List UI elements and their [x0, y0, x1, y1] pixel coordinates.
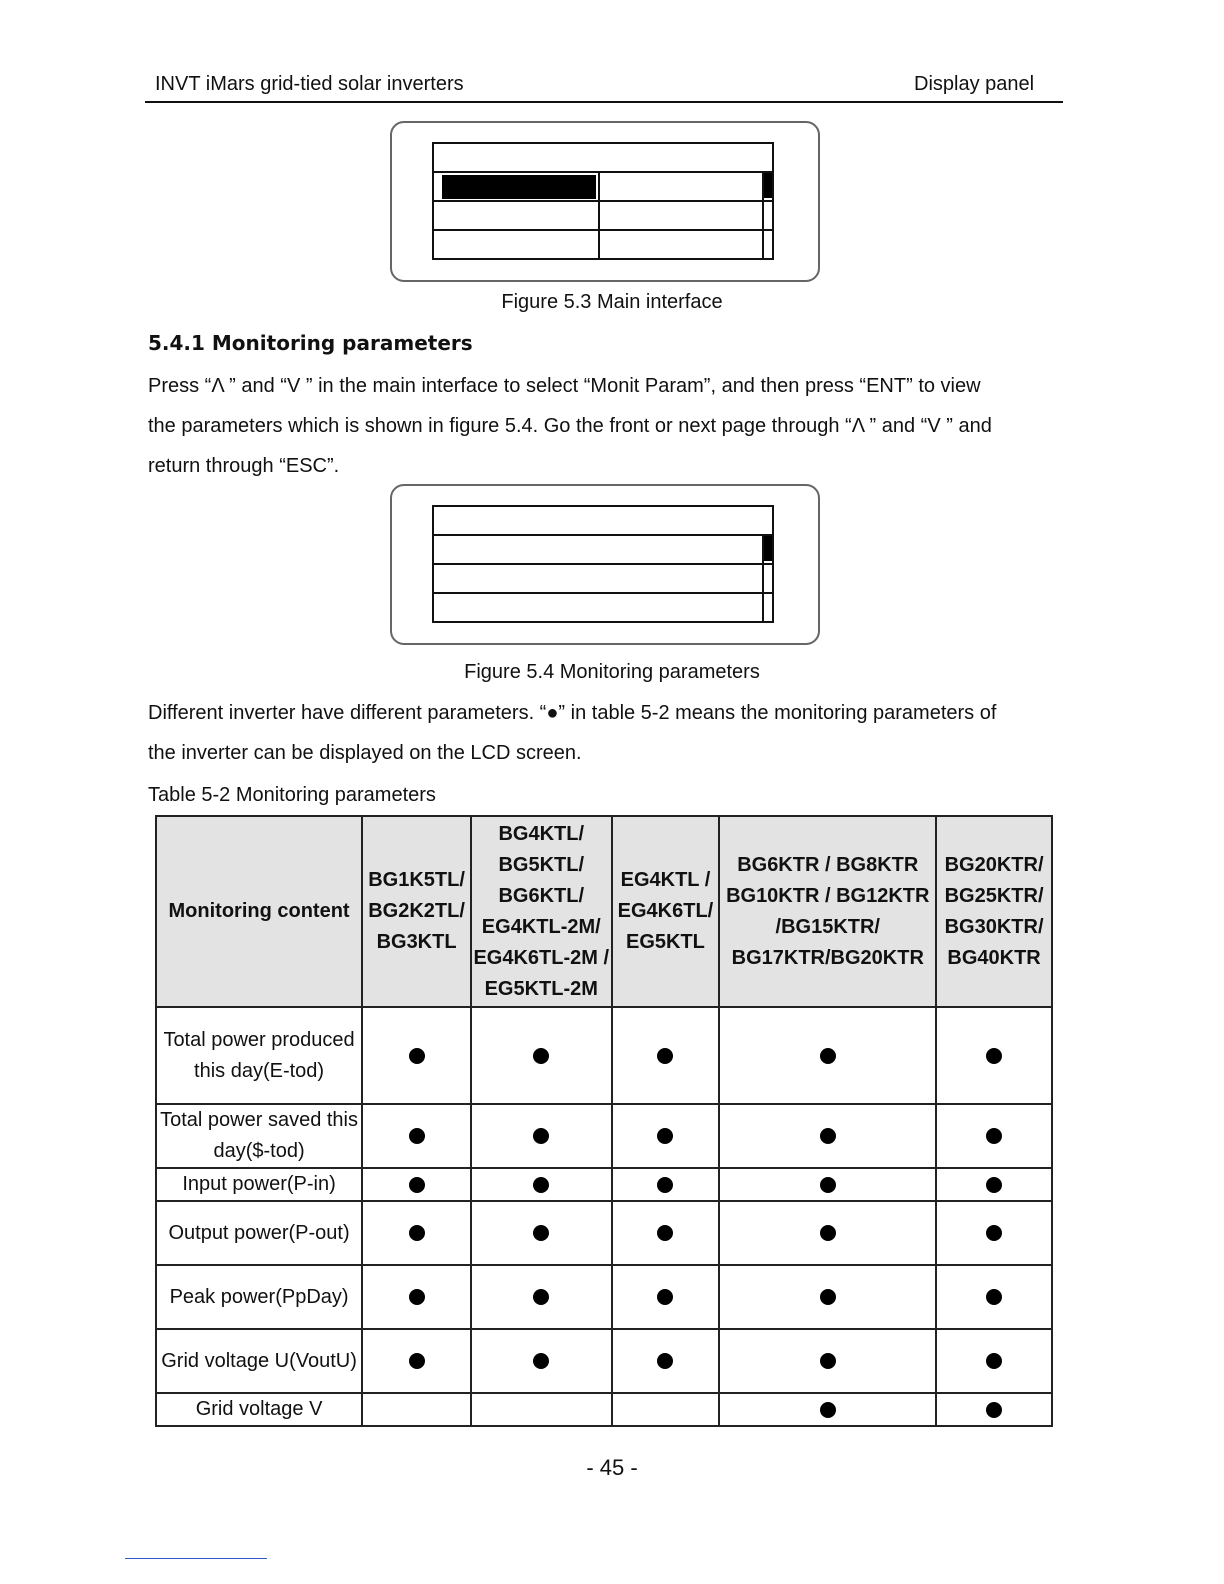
- support-cell: [936, 1265, 1052, 1329]
- supported-dot-icon: [657, 1048, 673, 1064]
- supported-dot-icon: [986, 1353, 1002, 1369]
- supported-dot-icon: [533, 1289, 549, 1305]
- supported-dot-icon: [986, 1128, 1002, 1144]
- column-header: BG1K5TL/ BG2K2TL/ BG3KTL: [362, 816, 471, 1007]
- support-cell: [362, 1201, 471, 1265]
- supported-dot-icon: [533, 1128, 549, 1144]
- support-cell: [936, 1201, 1052, 1265]
- supported-dot-icon: [986, 1289, 1002, 1305]
- supported-dot-icon: [409, 1048, 425, 1064]
- support-cell: [471, 1007, 612, 1104]
- supported-dot-icon: [657, 1128, 673, 1144]
- table-row: [156, 1007, 1052, 1104]
- column-header: EG4KTL / EG4K6TL/ EG5KTL: [612, 816, 720, 1007]
- supported-dot-icon: [533, 1177, 549, 1193]
- lcd-scrollbar-thumb: [764, 536, 772, 561]
- lcd-column-divider: [598, 171, 600, 258]
- paragraph-line: the inverter can be displayed on the LCD screen.: [148, 742, 582, 764]
- supported-dot-icon: [986, 1225, 1002, 1241]
- support-cell: [471, 1393, 612, 1426]
- supported-dot-icon: [657, 1289, 673, 1305]
- support-cell: [936, 1329, 1052, 1393]
- supported-dot-icon: [409, 1353, 425, 1369]
- supported-dot-icon: [533, 1048, 549, 1064]
- paragraph-line: return through “ESC”.: [148, 455, 340, 477]
- supported-dot-icon: [820, 1289, 836, 1305]
- supported-dot-icon: [533, 1353, 549, 1369]
- support-cell: [719, 1201, 936, 1265]
- table-row: [156, 1265, 1052, 1329]
- support-cell: [362, 1393, 471, 1426]
- section-heading: 5.4.1 Monitoring parameters: [148, 331, 473, 355]
- running-header-section: Display panel: [914, 73, 1035, 95]
- support-cell: [362, 1104, 471, 1168]
- lcd-figure-main-interface: [390, 121, 820, 282]
- supported-dot-icon: [820, 1353, 836, 1369]
- row-label: Total power saved this day($-tod): [156, 1104, 362, 1168]
- support-cell: [612, 1007, 720, 1104]
- support-cell: [719, 1104, 936, 1168]
- support-cell: [362, 1329, 471, 1393]
- supported-dot-icon: [409, 1225, 425, 1241]
- supported-dot-icon: [533, 1225, 549, 1241]
- column-header: BG4KTL/ BG5KTL/ BG6KTL/ EG4KTL-2M/ EG4K6TL-2M / EG5KTL-2M: [471, 816, 612, 1007]
- support-cell: [719, 1329, 936, 1393]
- lcd-row-divider: [434, 200, 772, 202]
- support-cell: [362, 1168, 471, 1201]
- support-cell: [936, 1007, 1052, 1104]
- row-label: Total power produced this day(E-tod): [156, 1007, 362, 1104]
- supported-dot-icon: [409, 1289, 425, 1305]
- supported-dot-icon: [820, 1128, 836, 1144]
- lcd-grid: [432, 505, 774, 623]
- paragraph-line: Different inverter have different parameters. “●” in table 5-2 means the monitoring parameters of: [148, 702, 997, 724]
- supported-dot-icon: [409, 1177, 425, 1193]
- row-label: Grid voltage U(VoutU): [156, 1329, 362, 1393]
- lcd-selected-item-highlight: [442, 175, 596, 199]
- support-cell: [471, 1201, 612, 1265]
- support-cell: [719, 1393, 936, 1426]
- support-cell: [936, 1104, 1052, 1168]
- figure-5-4-caption: Figure 5.4 Monitoring parameters: [464, 661, 760, 683]
- table-caption: Table 5-2 Monitoring parameters: [148, 784, 436, 806]
- supported-dot-icon: [986, 1177, 1002, 1193]
- header-rule: [145, 101, 1063, 103]
- support-cell: [719, 1168, 936, 1201]
- support-cell: [471, 1329, 612, 1393]
- supported-dot-icon: [820, 1177, 836, 1193]
- support-cell: [719, 1007, 936, 1104]
- supported-dot-icon: [986, 1402, 1002, 1418]
- support-cell: [471, 1168, 612, 1201]
- support-cell: [936, 1393, 1052, 1426]
- support-cell: [612, 1168, 720, 1201]
- instruction-paragraph: [148, 366, 1068, 486]
- support-cell: [612, 1329, 720, 1393]
- column-header: Monitoring content: [156, 816, 362, 1007]
- support-cell: [936, 1168, 1052, 1201]
- table-header-row: [156, 816, 1052, 1007]
- support-cell: [362, 1265, 471, 1329]
- lcd-row-divider: [434, 171, 772, 173]
- lcd-row-divider: [434, 563, 772, 565]
- supported-dot-icon: [409, 1128, 425, 1144]
- support-cell: [612, 1393, 720, 1426]
- support-cell: [719, 1265, 936, 1329]
- lcd-row-divider: [434, 592, 772, 594]
- supported-dot-icon: [820, 1048, 836, 1064]
- row-label: Peak power(PpDay): [156, 1265, 362, 1329]
- supported-dot-icon: [986, 1048, 1002, 1064]
- footnote-separator: [125, 1558, 267, 1559]
- lcd-grid: [432, 142, 774, 260]
- lcd-row-divider: [434, 229, 772, 231]
- row-label: Input power(P-in): [156, 1168, 362, 1201]
- paragraph-line: Press “Λ ” and “V ” in the main interface to select “Monit Param”, and then press “ENT” to view: [148, 375, 981, 397]
- lcd-figure-monitoring-parameters: [390, 484, 820, 645]
- table-row: [156, 1393, 1052, 1426]
- supported-dot-icon: [657, 1353, 673, 1369]
- table-row: [156, 1201, 1052, 1265]
- column-header: BG6KTR / BG8KTR BG10KTR / BG12KTR /BG15KTR/ BG17KTR/BG20KTR: [719, 816, 936, 1007]
- table-row: [156, 1104, 1052, 1168]
- support-cell: [612, 1265, 720, 1329]
- support-cell: [471, 1265, 612, 1329]
- page-number: - 45 -: [586, 1455, 638, 1480]
- row-label: Grid voltage V: [156, 1393, 362, 1426]
- lcd-row-divider: [434, 534, 772, 536]
- lcd-scrollbar-thumb: [764, 173, 772, 198]
- figure-5-3-caption: Figure 5.3 Main interface: [501, 291, 723, 313]
- table-row: [156, 1168, 1052, 1201]
- support-cell: [612, 1201, 720, 1265]
- table-row: [156, 1329, 1052, 1393]
- row-label: Output power(P-out): [156, 1201, 362, 1265]
- column-header: BG20KTR/ BG25KTR/ BG30KTR/ BG40KTR: [936, 816, 1052, 1007]
- support-cell: [612, 1104, 720, 1168]
- supported-dot-icon: [657, 1225, 673, 1241]
- running-header-title: INVT iMars grid-tied solar inverters: [155, 73, 464, 95]
- table-intro-paragraph: [148, 693, 1068, 773]
- supported-dot-icon: [657, 1177, 673, 1193]
- support-cell: [362, 1007, 471, 1104]
- support-cell: [471, 1104, 612, 1168]
- monitoring-parameters-table: [155, 815, 1053, 1427]
- supported-dot-icon: [820, 1402, 836, 1418]
- paragraph-line: the parameters which is shown in figure 5.4. Go the front or next page through “Λ ” and “V ” and: [148, 415, 992, 437]
- supported-dot-icon: [820, 1225, 836, 1241]
